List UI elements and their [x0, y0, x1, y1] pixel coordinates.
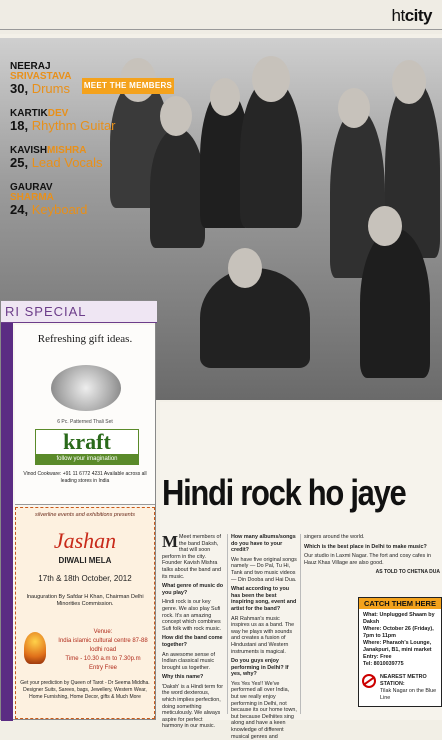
ad-strip: RI SPECIAL: [1, 301, 157, 323]
kraft-ad[interactable]: [15, 325, 155, 505]
band-member-face: [338, 88, 370, 128]
metro-icon: [362, 674, 376, 688]
article-answer: AR Rahman's music inspires us as a band. The way he plays with sounds and creates a fusion of Hindustani and Western instruments is magical.: [231, 615, 295, 655]
article-question: Do you guys enjoy performing in Delhi? If yes, why?: [231, 658, 289, 678]
member-entry: KAVISHMISHRA 25, Lead Vocals: [10, 145, 103, 170]
band-member-face: [392, 60, 426, 104]
jashan-footer: Get your prediction by Queen of Tarot - Dr Seema Middha. Designer Suits, Sarees, bags, Jewellery, Western Wear, Home Furnishing, Home Decor, gifts & Much More: [20, 680, 150, 700]
article-question: Which is the best place in Delhi to make music?: [304, 543, 427, 550]
kraft-logo: kraft follow your imagination: [35, 429, 139, 465]
article: [160, 402, 442, 740]
article-column-3: [304, 534, 440, 596]
ad-purple-bar: [1, 323, 13, 721]
member-entry: GAURAV SHARMA 24, Keyboard: [10, 182, 88, 217]
jashan-presenter: silverline events and exhibitions presents: [35, 512, 135, 518]
column-rule: [227, 534, 228, 714]
article-question: What according to you has been the best inspiring song, event and artist for the band?: [231, 586, 297, 612]
article-question: Why this name?: [162, 674, 204, 681]
article-answer: An awesome sense of Indian classical music brought us together.: [162, 651, 216, 671]
band-member-face: [210, 78, 240, 116]
kraft-address: Vinod Cookware: +91 11 6772 4231 Available across all leading stores in India: [23, 471, 147, 484]
metro-info: NEAREST METRO STATION: Tilak Nagar on the Blue Line: [362, 674, 440, 702]
band-member-face: [368, 206, 402, 246]
htcity-logo: htcity: [391, 6, 432, 25]
article-answer: 'Daksh' is a Hindi term for the word dexterous, which implies perfection, doing something meticulously. We always aspire for perfect harmony in our music.: [162, 683, 224, 730]
jashan-title: Jashan: [53, 528, 117, 553]
band-member-face: [160, 96, 192, 136]
article-answer: Yes Yes Yes!! We've performed all over India, but we really enjoy performing in Delhi, not because its our home town, but because Delhiites sing along and have a keen knowledge of different musical genres and: [231, 680, 297, 740]
article-question: How did the band come together?: [162, 635, 223, 648]
catch-title: CATCH THEM HERE: [359, 598, 441, 609]
catch-them-here-box: [358, 597, 442, 707]
jashan-ad[interactable]: [15, 507, 155, 719]
diya-lamp-icon: [24, 632, 46, 664]
band-member-figure: [360, 228, 430, 378]
article-headline: Hindi rock ho jaye: [162, 472, 406, 513]
article-lead: M Meet members of the band Daksh, that will soon perform in the city. Founder Kavish Mishra talks about the band and its music.: [162, 532, 222, 580]
member-lineup: [10, 62, 130, 230]
band-member-figure: [150, 128, 205, 248]
article-question: How many albums/songs do you have to your credit?: [231, 534, 296, 554]
masthead-rule: [0, 29, 442, 30]
column-rule: [300, 534, 301, 714]
kraft-headline: Refreshing gift ideas.: [37, 333, 133, 345]
jashan-venue: Venue: India islamic cultural centre 87-88 lodhi road Time - 10.30 a.m to 7.30p.m Entry Free: [58, 629, 148, 671]
jashan-date: 17th & 18th October, 2012: [38, 574, 132, 583]
article-answer: Our studio in Laxmi Nagar. The fort and cosy cafes in Hauz Khas Village are also good.: [304, 553, 431, 566]
meet-the-members-tag: MEET THE MEMBERS: [82, 78, 174, 94]
member-entry: NEERAJ SRIVASTAVA 30, Drums: [10, 61, 72, 96]
member-entry: KARTIKDEV 18, Rhythm Guitar: [10, 108, 116, 133]
article-column-1: [162, 532, 224, 730]
thali-plate-image: [51, 365, 121, 411]
article-answer: Hindi rock is our key genre. We also play Sufi rock. It's an amazing concept which combines Sufi folk with rock music.: [162, 599, 222, 632]
jashan-subtitle: DIWALI MELA: [58, 556, 112, 565]
article-answer: singers around the world.: [304, 534, 365, 540]
byline: AS TOLD TO CHETNA DUA: [375, 569, 440, 576]
article-question: What genre of music do you play?: [162, 583, 224, 596]
band-member-face: [252, 56, 290, 102]
band-member-face: [228, 248, 262, 288]
article-answer: We have five original songs namely — Do Pal, Tu Hi, Tank and two music videos — Din Dooba and Hai Dua.: [231, 556, 297, 583]
ad-column: [0, 300, 156, 720]
catch-details: What: Unplugged Shaam by Daksh Where: October 26 (Friday), 7pm to 11pm Where: Pharaoh's Lounge, Janakpuri, B1, mini market Entry: Free Tel: 8010039775: [363, 612, 435, 667]
jashan-inauguration: Inauguration By Safdar H Khan, Chairman Delhi Minorities Commission.: [26, 594, 144, 607]
masthead: [0, 0, 442, 34]
kraft-caption: 6 Pc. Patterned Thali Set: [57, 419, 113, 425]
article-column-2: [231, 534, 297, 740]
